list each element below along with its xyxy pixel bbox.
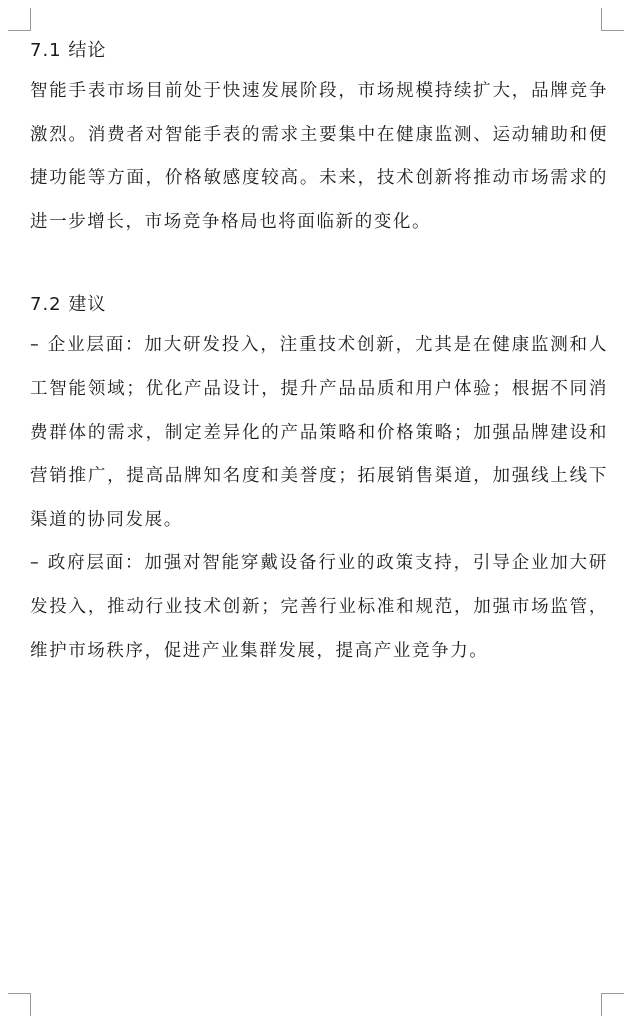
crop-mark-top-right [601,8,624,31]
document-body [30,36,608,673]
crop-mark-bottom-right [601,993,624,1016]
section-spacer [30,244,608,290]
section-heading-conclusion: 7.1 结论 [30,40,107,61]
crop-mark-bottom-left [8,993,31,1016]
conclusion-paragraph: 智能手表市场目前处于快速发展阶段，市场规模持续扩大，品牌竞争激烈。消费者对智能手表的需求主要集中在健康监测、运动辅助和便捷功能等方面，价格敏感度较高。未来，技术创新将推动市场需求的进一步增长，市场竞争格局也将面临新的变化。 [30,81,608,232]
recommendation-enterprise: – 企业层面：加大研发投入，注重技术创新，尤其是在健康监测和人工智能领域；优化产品设计，提升产品品质和用户体验；根据不同消费群体的需求，制定差异化的产品策略和价格策略；加强品牌建设和营销推广，提高品牌知名度和美誉度；拓展销售渠道，加强线上线下渠道的协同发展。 [30,335,608,530]
section-heading-recommendations: 7.2 建议 [30,294,107,316]
recommendation-government: – 政府层面：加强对智能穿戴设备行业的政策支持，引导企业加大研发投入，推动行业技术创新；完善行业标准和规范，加强市场监管，维护市场秩序，促进产业集群发展，提高产业竞争力。 [30,553,608,661]
crop-mark-top-left [8,8,31,31]
